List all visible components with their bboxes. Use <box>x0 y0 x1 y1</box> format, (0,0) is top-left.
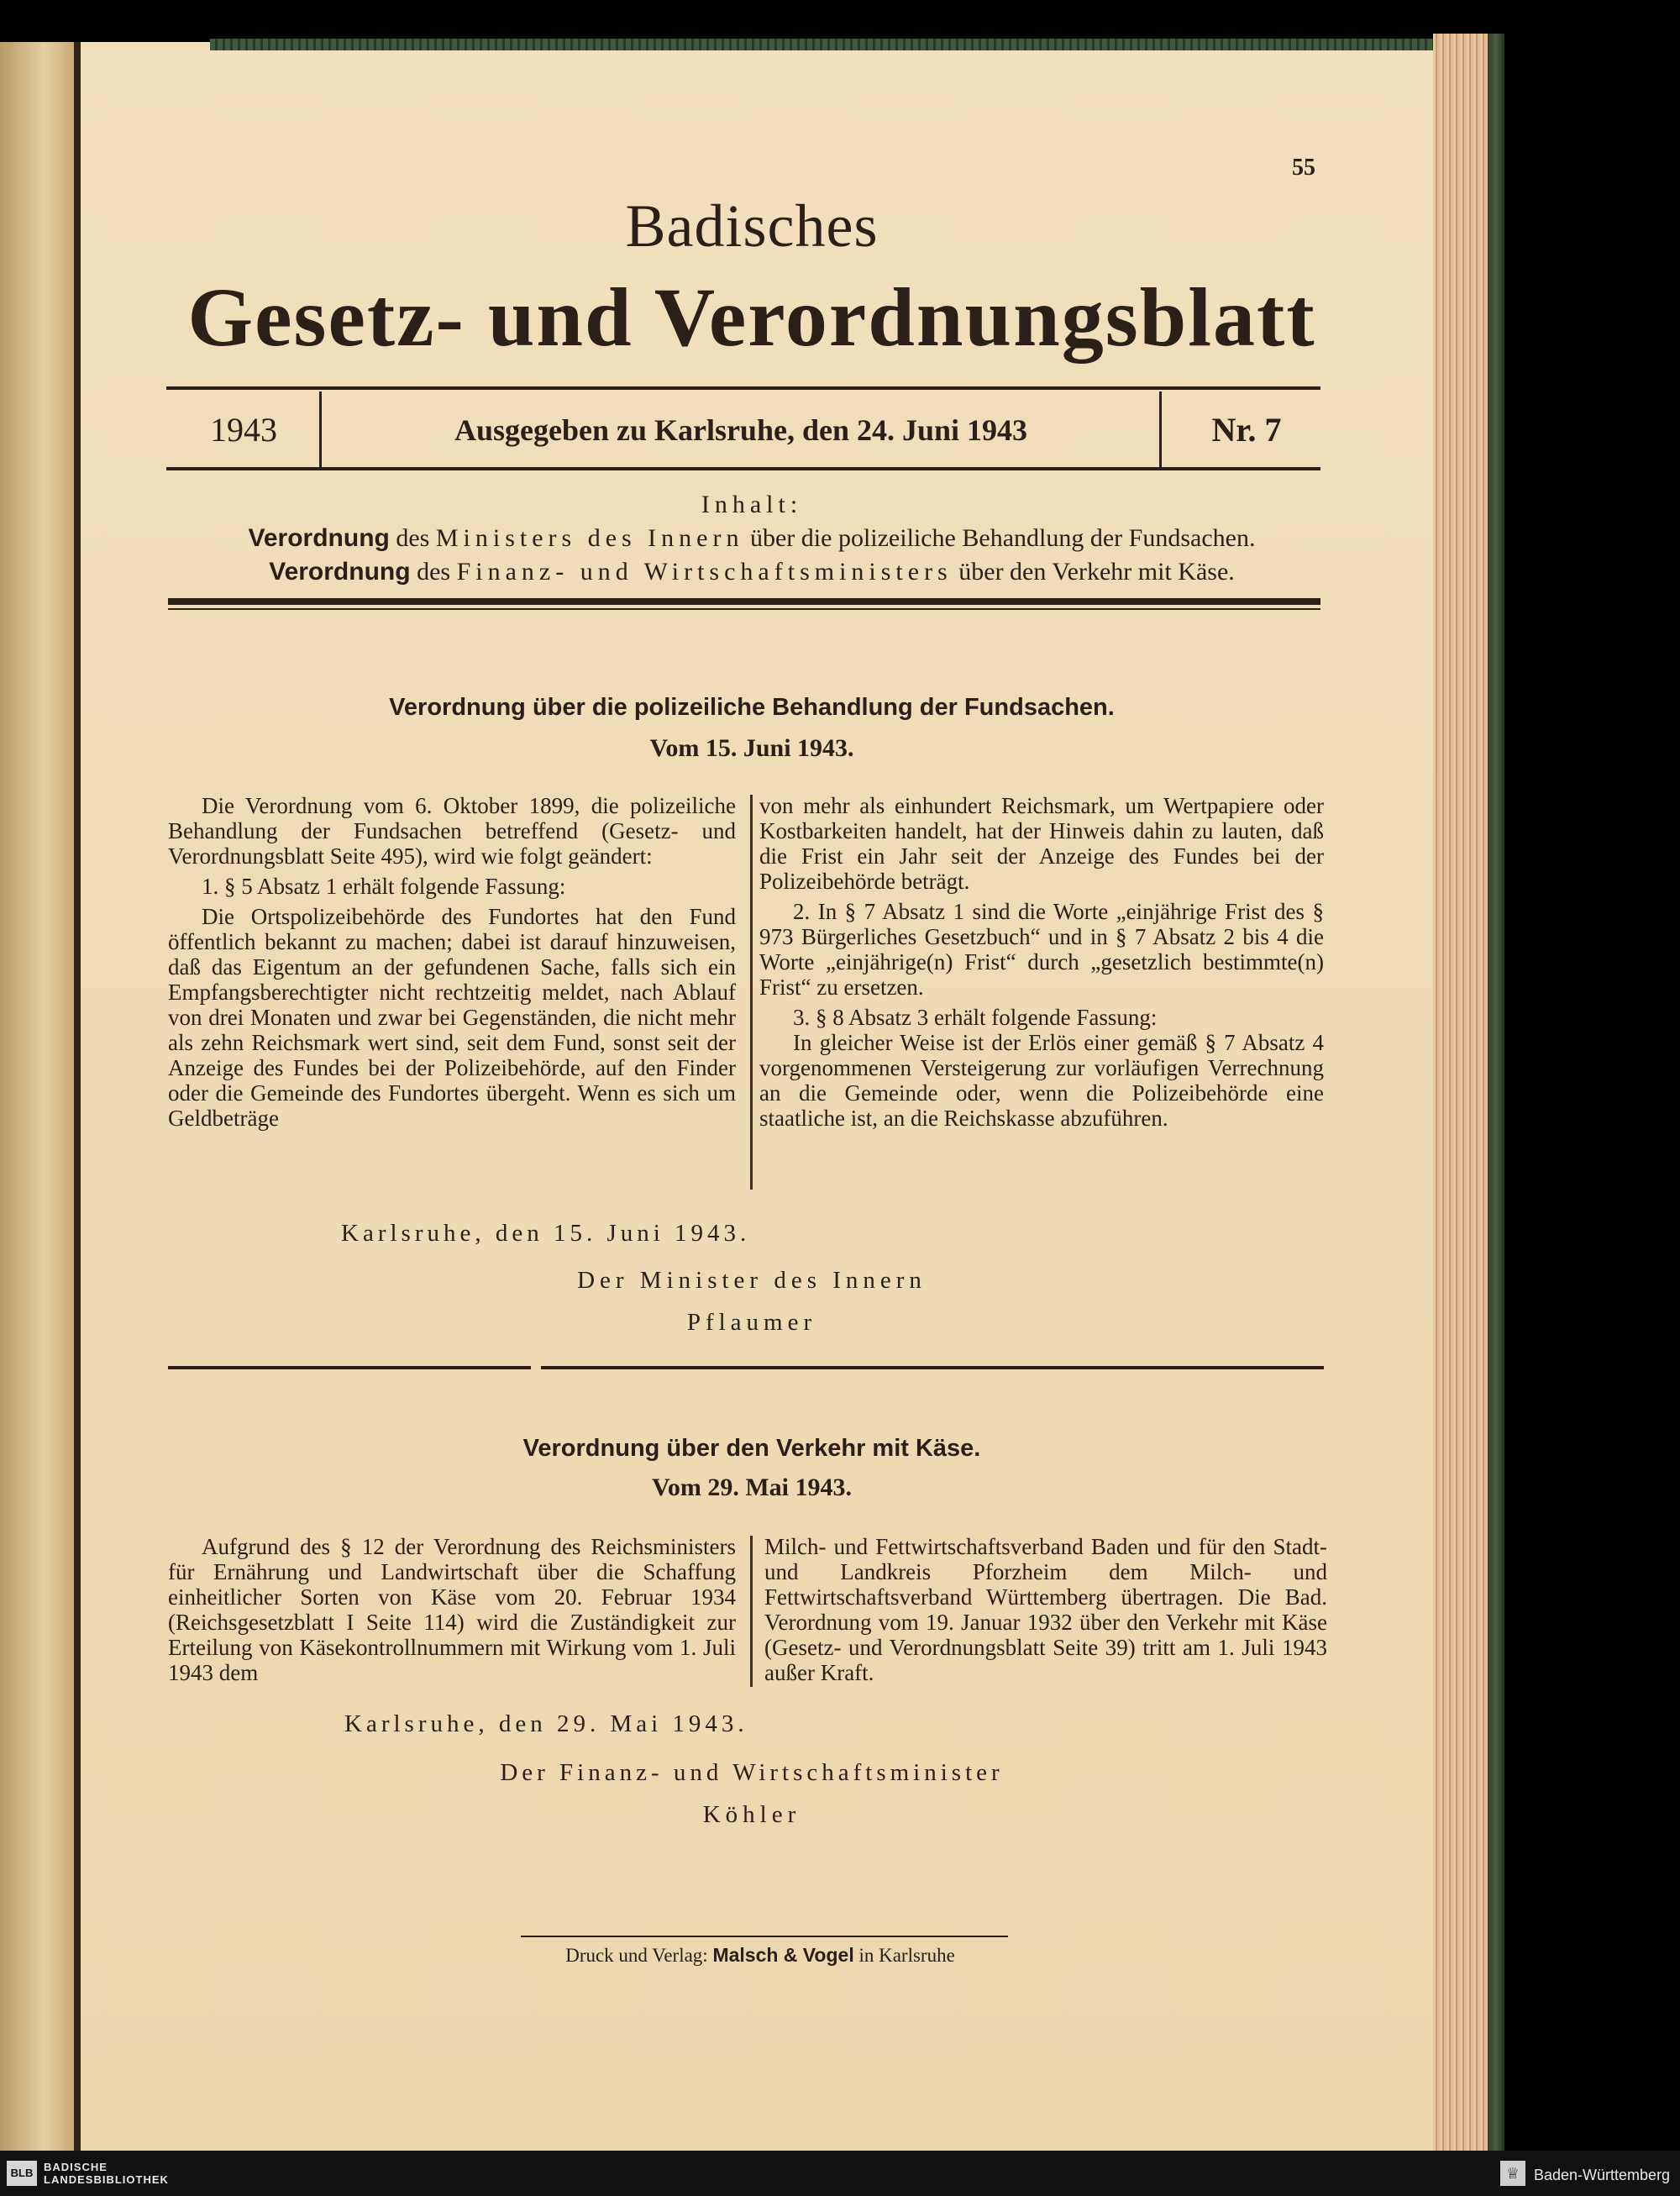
contents-lead: Verordnung <box>269 558 411 586</box>
masthead-line-2: Gesetz- und Verordnungsblatt <box>187 271 1316 364</box>
section2-office: Der Finanz- und Wirtschaftsminister <box>500 1759 1004 1786</box>
contents-lead: Verordnung <box>248 524 390 552</box>
cover-top-edge <box>210 39 1453 50</box>
paragraph: Die Ortspolizeibehörde des Fundortes hat den Fund öffentlich bekannt zu machen; dabei ist darauf hinzuweisen, daß das Eigentum an der gefundenen Sache, falls sich ein Empfangsberechtigter nicht rechtzeitig meldet, nach Ablauf von drei Monaten und zwar bei Gegenständen, die nicht mehr als zehn Reichsmark wert sind, seit dem Fund, sonst seit der Anzeige des Fundes bei der Polizeibehörde, auf den Finder oder die Gemeinde des Fundortes übergeht. Wenn es sich um Geldbeträge <box>168 904 736 1131</box>
blb-logo-icon[interactable]: BLB <box>7 2161 37 2186</box>
contents-rest: über den Verkehr mit Käse. <box>958 558 1235 586</box>
issue-year: 1943 <box>210 411 277 449</box>
imprint-place: in Karlsruhe <box>858 1945 955 1966</box>
paragraph: 1. § 5 Absatz 1 erhält folgende Fassung: <box>202 874 566 899</box>
contents-pre: des <box>396 524 430 552</box>
contents-thick-rule <box>168 598 1320 605</box>
imprint-publisher: Malsch & Vogel <box>712 1944 854 1966</box>
paragraph: 2. In § 7 Absatz 1 sind die Worte „einjährige Frist des § 973 Bürgerliches Gesetzbuch“ und in § 7 Absatz 2 bis 4 die Worte „einjährige(n) Frist“ durch „gesetzlich bestimmte(n) Frist“ zu ersetzen. <box>759 899 1324 1000</box>
section2-column-divider <box>750 1536 753 1687</box>
section2-place-date: Karlsruhe, den 29. Mai 1943. <box>344 1710 748 1737</box>
imprint <box>0 1944 1520 1967</box>
state-coat-of-arms-icon[interactable]: ♕ <box>1500 2161 1525 2186</box>
section1-title: Verordnung über die polizeiliche Behandlung der Fundsachen. <box>389 694 1115 721</box>
section1-column-divider <box>750 795 753 1190</box>
section1-signer: Pflaumer <box>686 1309 817 1336</box>
section1-date: Vom 15. Juni 1943. <box>649 734 854 762</box>
paragraph: Die Verordnung vom 6. Oktober 1899, die polizeiliche Behandlung der Fundsachen betreffend (Gesetz- und Verordnungsblatt Seite 495), wird wie folgt geändert: <box>168 793 736 869</box>
contents-authority: Finanz- und Wirtschaftsministers <box>456 558 953 586</box>
masthead-line-1: Badisches <box>625 192 879 260</box>
page-number: 55 <box>1292 155 1315 181</box>
section1-left-column <box>168 793 736 1131</box>
paragraph: 3. § 8 Absatz 3 erhält folgende Fassung: <box>793 1005 1158 1030</box>
contents-thin-rule <box>168 608 1320 610</box>
header-top-rule <box>166 386 1320 390</box>
paragraph: von mehr als einhundert Reichsmark, um Wertpapiere oder Kostbarkeiten handelt, hat der Hinweis dahin zu lauten, daß die Frist ein Jahr seit der Anzeige des Fundes bei der Polizeibehörde beträgt. <box>759 793 1324 894</box>
section2-right-column <box>764 1534 1327 1685</box>
imprint-rule <box>521 1936 1008 1937</box>
library-name-line-1: BADISCHE <box>44 2161 108 2173</box>
viewer-footer <box>0 2151 1680 2196</box>
contents-rest: über die polizeiliche Behandlung der Fundsachen. <box>749 524 1256 552</box>
paragraph: Aufgrund des § 12 der Verordnung des Reichsministers für Ernährung und Landwirtschaft über die Schaffung einheitlicher Sorten von Käse vom 20. Februar 1934 (Reichsgesetzblatt I Seite 114) wird die Zuständigkeit zur Erteilung von Käsekontrollnummern mit Wirkung vom 1. Juli 1943 dem <box>168 1534 736 1685</box>
section1-office: Der Minister des Innern <box>577 1267 927 1294</box>
section-separator-left <box>168 1366 531 1369</box>
paragraph: Milch- und Fettwirtschaftsverband Baden und für den Stadt- und Landkreis Pforzheim dem Milch- und Fettwirtschaftsverband Württemberg übertragen. Die Bad. Verordnung vom 19. Januar 1932 über den Verkehr mit Käse (Gesetz- und Verordnungsblatt Seite 39) tritt am 1. Juli 1943 außer Kraft. <box>764 1534 1327 1685</box>
section1-right-column <box>759 793 1324 1131</box>
imprint-label: Druck und Verlag: <box>565 1945 708 1966</box>
issue-number: Nr. 7 <box>1211 411 1282 449</box>
library-name <box>44 2161 169 2186</box>
issue-date: Ausgegeben zu Karlsruhe, den 24. Juni 1943 <box>454 413 1028 447</box>
contents-pre: des <box>417 558 451 586</box>
contents-item <box>168 524 1336 553</box>
section2-date: Vom 29. Mai 1943. <box>651 1474 853 1501</box>
section2-title: Verordnung über den Verkehr mit Käse. <box>522 1435 981 1462</box>
contents-item <box>168 558 1336 586</box>
contents-authority: Ministers des Innern <box>435 524 744 552</box>
library-name-line-2: LANDESBIBLIOTHEK <box>44 2173 169 2186</box>
paragraph: In gleicher Weise ist der Erlös einer gemäß § 7 Absatz 4 vorgenommenen Versteigerung zur vorläufigen Verrechnung an die Gemeinde oder, wenn die Polizeibehörde eine staatliche ist, an die Reichskasse abzuführen. <box>759 1030 1324 1131</box>
contents-title: Inhalt: <box>701 491 803 518</box>
section2-signer: Köhler <box>702 1801 801 1828</box>
section2-left-column <box>168 1534 736 1685</box>
section-separator-right <box>541 1366 1324 1369</box>
state-name[interactable]: Baden-Württemberg <box>1534 2167 1671 2183</box>
section1-place-date: Karlsruhe, den 15. Juni 1943. <box>341 1220 751 1247</box>
